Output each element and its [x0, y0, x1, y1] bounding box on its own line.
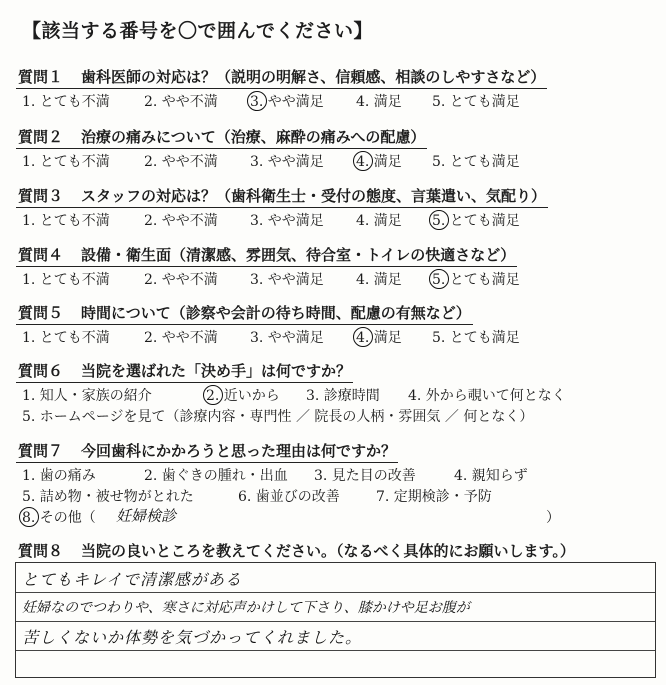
selection-circle: [429, 269, 449, 289]
option-1[interactable]: 1. とても不満: [22, 94, 110, 110]
option-1[interactable]: 1. とても不満: [22, 154, 110, 170]
options-row: [16, 89, 656, 111]
options-row-1: [16, 463, 656, 484]
selection-circle: [247, 91, 267, 111]
other-handwritten-answer[interactable]: 妊婦検診: [116, 507, 177, 525]
comment-line-1: [16, 563, 655, 593]
option-1[interactable]: 1. 歯の痛み: [22, 468, 96, 484]
option-4[interactable]: 4. 満足: [356, 94, 402, 110]
selection-circle: [429, 210, 449, 230]
question-8-title: [16, 540, 577, 563]
option-4-selected[interactable]: 4. 満足: [356, 327, 402, 347]
selection-circle: [19, 507, 39, 527]
comment-text-2: 妊婦なのでつわりや、寒さに対応声かけして下さり、膝かけや足お腹が: [22, 600, 470, 616]
option-3-selected[interactable]: 3. やや満足: [250, 91, 324, 111]
option-1[interactable]: 1. とても不満: [22, 213, 110, 229]
options-row-2: [16, 484, 656, 505]
option-3[interactable]: 3. 見た目の改善: [314, 468, 416, 484]
option-4-selected[interactable]: 4. 満足: [356, 151, 402, 171]
option-5[interactable]: 5. とても満足: [432, 94, 520, 110]
question-text: 当院を選ばれた「決め手」は何ですか？: [81, 362, 352, 380]
comment-box[interactable]: [15, 562, 656, 678]
question-4-title: [16, 244, 517, 267]
question-1: [16, 66, 656, 111]
selection-circle: [203, 385, 223, 405]
question-number: 質問４: [18, 246, 64, 264]
option-5[interactable]: 5. とても満足: [432, 330, 520, 346]
selection-circle: [353, 327, 373, 347]
question-text: 今回歯科にかかろうと思った理由は何ですか？: [81, 442, 397, 460]
question-text: 歯科医師の対応は？（説明の明解さ、信頼感、相談のしやすさなど）: [81, 68, 546, 86]
options-row-3: [16, 505, 656, 526]
options-row: [16, 149, 656, 171]
option-2[interactable]: 2. やや不満: [144, 272, 218, 288]
option-2[interactable]: 2. 歯ぐきの腫れ・出血: [144, 468, 288, 484]
question-number: 質問１: [18, 68, 64, 86]
option-3[interactable]: 3. やや満足: [250, 330, 324, 346]
question-number: 質問８: [18, 542, 64, 560]
comment-line-4: [16, 650, 655, 679]
option-2[interactable]: 2. やや不満: [144, 330, 218, 346]
option-4[interactable]: 4. 外から覗いて何となく: [408, 388, 566, 404]
option-5[interactable]: 5. 詰め物・被せ物がとれた: [22, 489, 194, 505]
option-5[interactable]: 5. ホームページを見て（診療内容・専門性 ／ 院長の人柄・雰囲気 ／ 何となく）: [22, 409, 534, 425]
option-3[interactable]: 3. 診療時間: [306, 388, 380, 404]
option-2[interactable]: 2. やや不満: [144, 213, 218, 229]
question-text: 治療の痛みについて（治療、麻酔の痛みへの配慮）: [81, 128, 426, 146]
options-row: [16, 267, 656, 289]
question-6: [16, 360, 656, 425]
question-5-title: [16, 302, 473, 325]
option-5[interactable]: 5. とても満足: [432, 154, 520, 170]
option-3[interactable]: 3. やや満足: [250, 272, 324, 288]
option-1[interactable]: 1. とても不満: [22, 330, 110, 346]
question-text: 時間について（診察や会計の待ち時間、配慮の有無など）: [81, 304, 471, 322]
option-1[interactable]: 1. とても不満: [22, 272, 110, 288]
comment-line-3: [16, 621, 655, 651]
option-5-selected[interactable]: 5. とても満足: [432, 269, 520, 289]
option-8-selected[interactable]: 8. その他（: [22, 507, 96, 527]
option-5-selected[interactable]: 5. とても満足: [432, 210, 520, 230]
question-8: [16, 540, 656, 563]
option-2-selected[interactable]: 2. 近いから: [206, 385, 280, 405]
question-2-title: [16, 126, 427, 149]
question-6-title: [16, 360, 353, 383]
options-row-1: [16, 383, 656, 404]
option-1[interactable]: 1. 知人・家族の紹介: [22, 388, 152, 404]
option-4[interactable]: 4. 親知らず: [454, 468, 528, 484]
option-2[interactable]: 2. やや不満: [144, 94, 218, 110]
question-text: 当院の良いところを教えてください。（なるべく具体的にお願いします。）: [81, 542, 575, 560]
question-number: 質問７: [18, 442, 64, 460]
question-2: [16, 126, 656, 171]
option-3[interactable]: 3. やや満足: [250, 154, 324, 170]
question-text: 設備・衛生面（清潔感、雰囲気、待合室・トイレの快適さなど）: [81, 246, 516, 264]
option-7[interactable]: 7. 定期検診・予防: [376, 489, 492, 505]
option-2[interactable]: 2. やや不満: [144, 154, 218, 170]
question-number: 質問５: [18, 304, 64, 322]
question-4: [16, 244, 656, 289]
options-row: [16, 208, 656, 230]
options-row: [16, 325, 656, 347]
selection-circle: [353, 151, 373, 171]
instruction-header: 【該当する番号を〇で囲んでください】: [22, 20, 374, 42]
question-1-title: [16, 66, 547, 89]
question-5: [16, 302, 656, 347]
comment-text-3: 苦しくないか体勢を気づかってくれました。: [22, 628, 363, 647]
close-paren: ）: [546, 510, 560, 526]
question-3: [16, 185, 656, 230]
question-number: 質問６: [18, 362, 64, 380]
options-row-2: [16, 404, 656, 425]
comment-text-1: とてもキレイで清潔感がある: [22, 570, 243, 589]
question-3-title: [16, 185, 548, 208]
question-number: 質問２: [18, 128, 64, 146]
option-6[interactable]: 6. 歯並びの改善: [238, 489, 340, 505]
question-text: スタッフの対応は？（歯科衛生士・受付の態度、言葉遣い、気配り）: [81, 187, 547, 205]
question-number: 質問３: [18, 187, 64, 205]
comment-line-2: [16, 592, 655, 622]
option-3[interactable]: 3. やや満足: [250, 213, 324, 229]
option-4[interactable]: 4. 満足: [356, 213, 402, 229]
question-7-title: [16, 440, 398, 463]
question-7: [16, 440, 656, 526]
option-4[interactable]: 4. 満足: [356, 272, 402, 288]
